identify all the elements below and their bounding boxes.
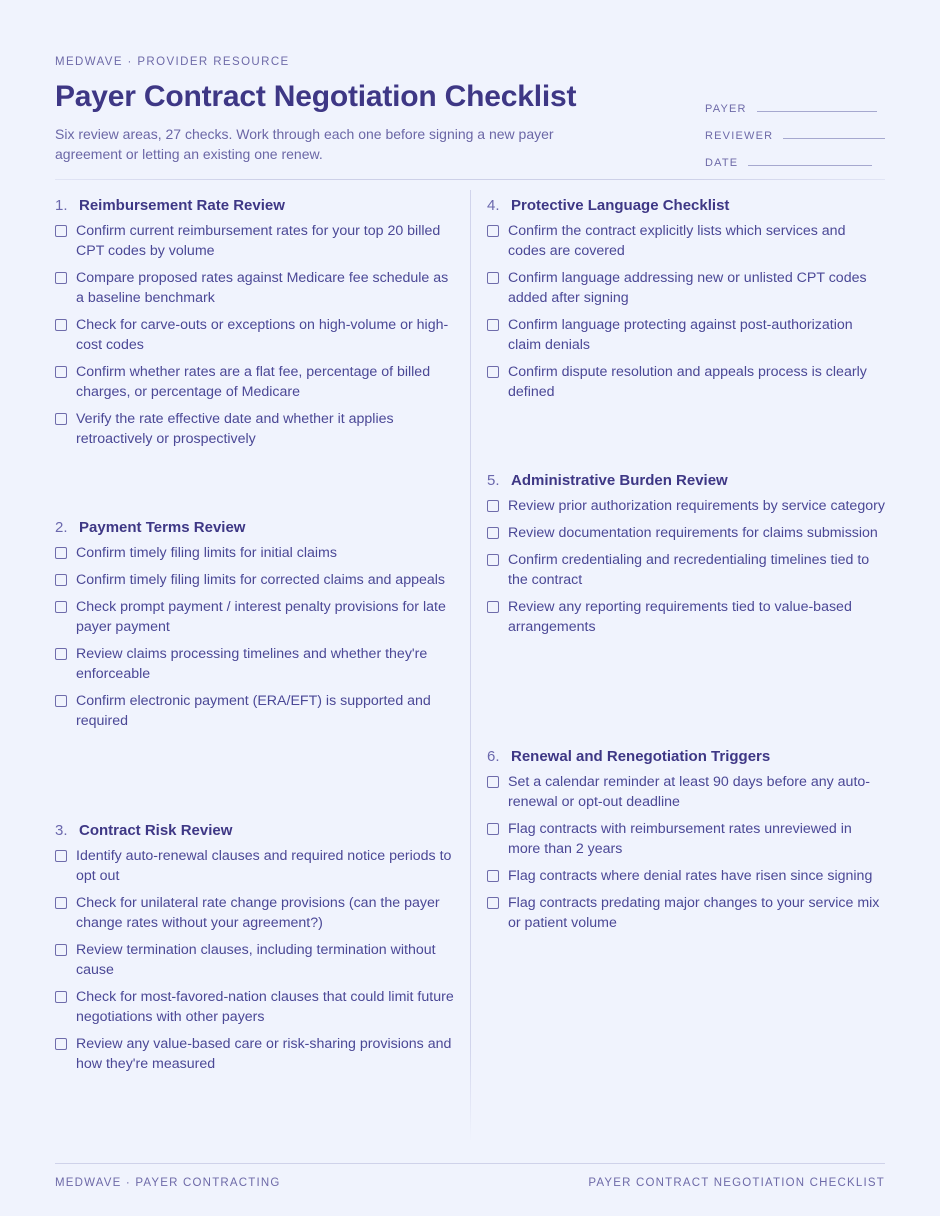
checkbox[interactable] [55, 272, 67, 284]
checklist-item-text: Flag contracts with reimbursement rates unreviewed in more than 2 years [508, 821, 852, 857]
section-protective-language [487, 197, 887, 409]
checklist-item-text: Confirm whether rates are a flat fee, percentage of billed charges, or percentage of Medicare [76, 364, 431, 400]
reviewer-field-label: REVIEWER [705, 130, 774, 142]
checklist-item-text: Review claims processing timelines and whether they're enforceable [76, 646, 428, 682]
section-number: 2. [55, 519, 68, 536]
checklist-item-text: Confirm the contract explicitly lists which services and codes are covered [508, 223, 846, 259]
checkbox[interactable] [55, 648, 67, 660]
section-heading [55, 822, 455, 839]
checkbox[interactable] [55, 547, 67, 559]
footer-divider [55, 1163, 885, 1164]
checkbox[interactable] [487, 272, 499, 284]
checklist-item-text: Compare proposed rates against Medicare fee schedule as a baseline benchmark [76, 270, 449, 306]
checklist-item [55, 315, 455, 355]
checkbox[interactable] [55, 601, 67, 613]
section-heading [55, 519, 455, 536]
checklist-item [55, 987, 455, 1027]
checklist-item [55, 409, 455, 449]
section-contract-risk [55, 822, 455, 1081]
reviewer-field[interactable] [705, 115, 885, 142]
checklist-item [55, 570, 455, 590]
checkbox[interactable] [55, 413, 67, 425]
checklist-item-text: Check for most-favored-nation clauses that could limit future negotiations with other payers [76, 989, 454, 1025]
footer-right-label: PAYER CONTRACT NEGOTIATION CHECKLIST [588, 1177, 885, 1189]
checklist-item-text: Review any value-based care or risk-sharing provisions and how they're measured [76, 1036, 452, 1072]
section-number: 4. [487, 197, 500, 214]
checklist-item [487, 866, 887, 886]
section-number: 1. [55, 197, 68, 214]
checklist-item-text: Check for unilateral rate change provisions (can the payer change rates without your agreement?) [76, 895, 440, 931]
column-divider [470, 190, 471, 1142]
checklist-item-text: Confirm dispute resolution and appeals process is clearly defined [508, 364, 867, 400]
checklist-item [487, 893, 887, 933]
page-subtitle: Six review areas, 27 checks. Work through each one before signing a new payer agreement or letting an existing one renew. [55, 126, 554, 162]
checklist-item-text: Confirm language addressing new or unlisted CPT codes added after signing [508, 270, 867, 306]
checkbox[interactable] [487, 870, 499, 882]
checklist-item [487, 268, 887, 308]
section-heading [487, 197, 887, 214]
checkbox[interactable] [55, 319, 67, 331]
checklist-item [487, 362, 887, 402]
checklist-item-text: Confirm timely filing limits for initial claims [76, 545, 337, 561]
signoff-fields [705, 88, 885, 169]
checkbox[interactable] [487, 500, 499, 512]
payer-field[interactable] [705, 88, 885, 115]
checklist-item-text: Flag contracts where denial rates have risen since signing [508, 868, 873, 884]
checkbox[interactable] [487, 897, 499, 909]
checklist-item [487, 772, 887, 812]
section-title: Reimbursement Rate Review [79, 197, 285, 214]
checklist-item [55, 846, 455, 886]
checklist-item [55, 644, 455, 684]
checkbox[interactable] [55, 1038, 67, 1050]
section-number: 3. [55, 822, 68, 839]
section-title: Renewal and Renegotiation Triggers [511, 748, 771, 765]
checkbox[interactable] [55, 991, 67, 1003]
checkbox[interactable] [55, 366, 67, 378]
checkbox[interactable] [487, 776, 499, 788]
checklist-item-text: Confirm timely filing limits for corrected claims and appeals [76, 572, 445, 588]
checkbox[interactable] [487, 823, 499, 835]
checkbox[interactable] [55, 944, 67, 956]
checklist-item [487, 597, 887, 637]
checklist-item [55, 221, 455, 261]
section-number: 5. [487, 472, 500, 489]
checklist-item [55, 362, 455, 402]
payer-field-line[interactable] [757, 111, 877, 112]
section-payment-terms [55, 519, 455, 738]
checklist-item-text: Verify the rate effective date and whether it applies retroactively or prospectively [76, 411, 394, 447]
checkbox[interactable] [55, 695, 67, 707]
checklist-item [55, 691, 455, 731]
section-title: Payment Terms Review [79, 519, 246, 536]
page-title: Payer Contract Negotiation Checklist [55, 80, 577, 113]
checklist-item [55, 268, 455, 308]
checkbox[interactable] [487, 225, 499, 237]
checklist-item [55, 893, 455, 933]
checklist-item-text: Confirm language protecting against post-authorization claim denials [508, 317, 853, 353]
checkbox[interactable] [487, 527, 499, 539]
section-title: Administrative Burden Review [511, 472, 728, 489]
footer-left-label: MEDWAVE · PAYER CONTRACTING [55, 1177, 281, 1189]
section-number: 6. [487, 748, 500, 765]
checkbox[interactable] [55, 850, 67, 862]
checklist-item [55, 597, 455, 637]
checklist-item [487, 315, 887, 355]
checkbox[interactable] [487, 319, 499, 331]
checklist-item-text: Identify auto-renewal clauses and required notice periods to opt out [76, 848, 452, 884]
checklist-item [487, 523, 887, 543]
payer-field-label: PAYER [705, 103, 747, 115]
checklist-item-text: Check prompt payment / interest penalty provisions for late payer payment [76, 599, 446, 635]
checklist-item [487, 496, 887, 516]
checkbox[interactable] [487, 366, 499, 378]
checklist-item [55, 543, 455, 563]
section-title: Contract Risk Review [79, 822, 233, 839]
checklist-item [487, 221, 887, 261]
checklist-item-text: Review prior authorization requirements by service category [508, 498, 885, 514]
checklist-item-text: Set a calendar reminder at least 90 days before any auto-renewal or opt-out deadline [508, 774, 870, 810]
checkbox[interactable] [55, 574, 67, 586]
date-field-line[interactable] [748, 165, 872, 166]
checkbox[interactable] [487, 554, 499, 566]
checklist-item [487, 819, 887, 859]
section-renewal-triggers [487, 748, 887, 940]
checklist-item-text: Confirm electronic payment (ERA/EFT) is supported and required [76, 693, 431, 729]
checkbox[interactable] [55, 897, 67, 909]
checklist-item-text: Review documentation requirements for claims submission [508, 525, 878, 541]
section-reimbursement [55, 197, 455, 456]
header-divider [55, 179, 885, 180]
checklist-item-text: Confirm current reimbursement rates for your top 20 billed CPT codes by volume [76, 223, 441, 259]
date-field[interactable] [705, 142, 885, 169]
checkbox[interactable] [487, 601, 499, 613]
checklist-item [55, 940, 455, 980]
checklist-item-text: Review termination clauses, including termination without cause [76, 942, 436, 978]
reviewer-field-line[interactable] [783, 138, 885, 139]
checklist-item-text: Check for carve-outs or exceptions on high-volume or high-cost codes [76, 317, 449, 353]
section-title: Protective Language Checklist [511, 197, 730, 214]
checklist-item [487, 550, 887, 590]
section-heading [487, 472, 887, 489]
section-administrative-burden [487, 472, 887, 644]
eyebrow-label: MEDWAVE · PROVIDER RESOURCE [55, 56, 290, 68]
section-heading [487, 748, 887, 765]
section-heading [55, 197, 455, 214]
checklist-item [55, 1034, 455, 1074]
checklist-item-text: Confirm credentialing and recredentialing timelines tied to the contract [508, 552, 870, 588]
checklist-item-text: Review any reporting requirements tied to value-based arrangements [508, 599, 852, 635]
checkbox[interactable] [55, 225, 67, 237]
date-field-label: DATE [705, 157, 739, 169]
checklist-item-text: Flag contracts predating major changes to your service mix or patient volume [508, 895, 880, 931]
